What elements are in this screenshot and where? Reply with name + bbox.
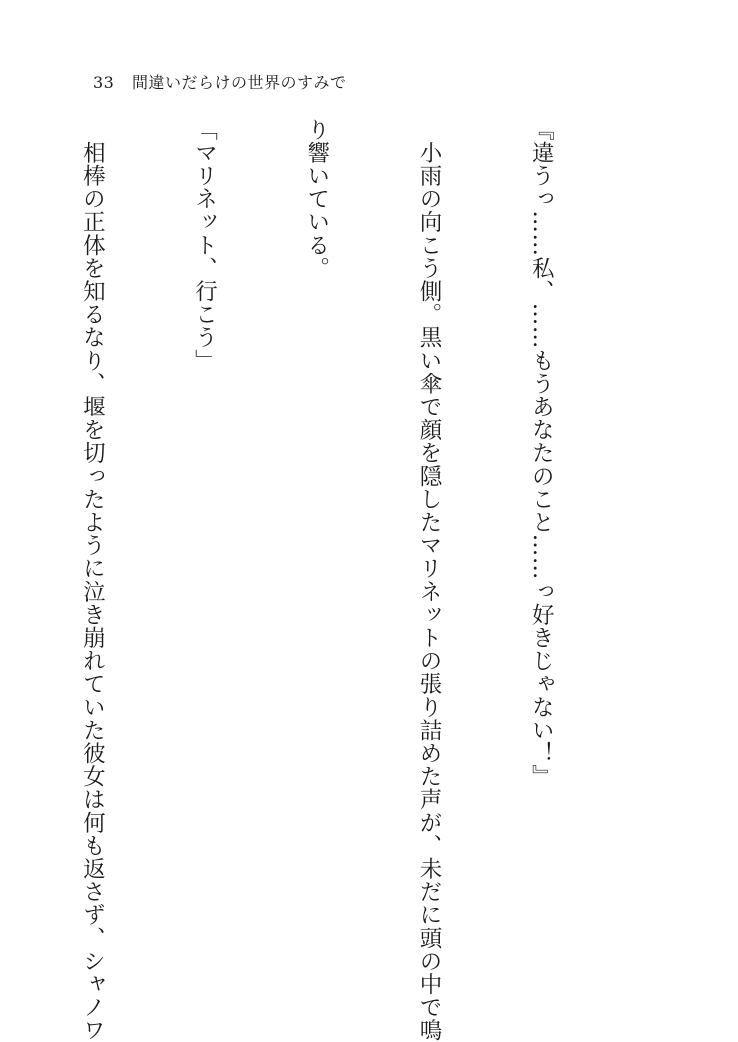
page-number: 33	[93, 73, 115, 92]
text-line: 『違うっ……私、……もうあなたのこと……っ好きじゃない！』	[528, 118, 555, 788]
vertical-body-text	[0, 118, 634, 1042]
text-line: り響いている。	[303, 118, 330, 280]
text-line: 小雨の向こう側。黒い傘で顔を隠したマリネットの張り詰めた声が、未だに頭の中で鳴	[415, 118, 442, 1042]
running-header	[93, 70, 346, 93]
chapter-title: 間違いだらけの世界のすみで	[131, 73, 347, 92]
text-line: 「マリネット、行こう」	[191, 118, 218, 373]
text-line: 相棒の正体を知るなり、堰を切ったように泣き崩れていた彼女は何も返さず、シャノワ	[79, 118, 106, 1042]
